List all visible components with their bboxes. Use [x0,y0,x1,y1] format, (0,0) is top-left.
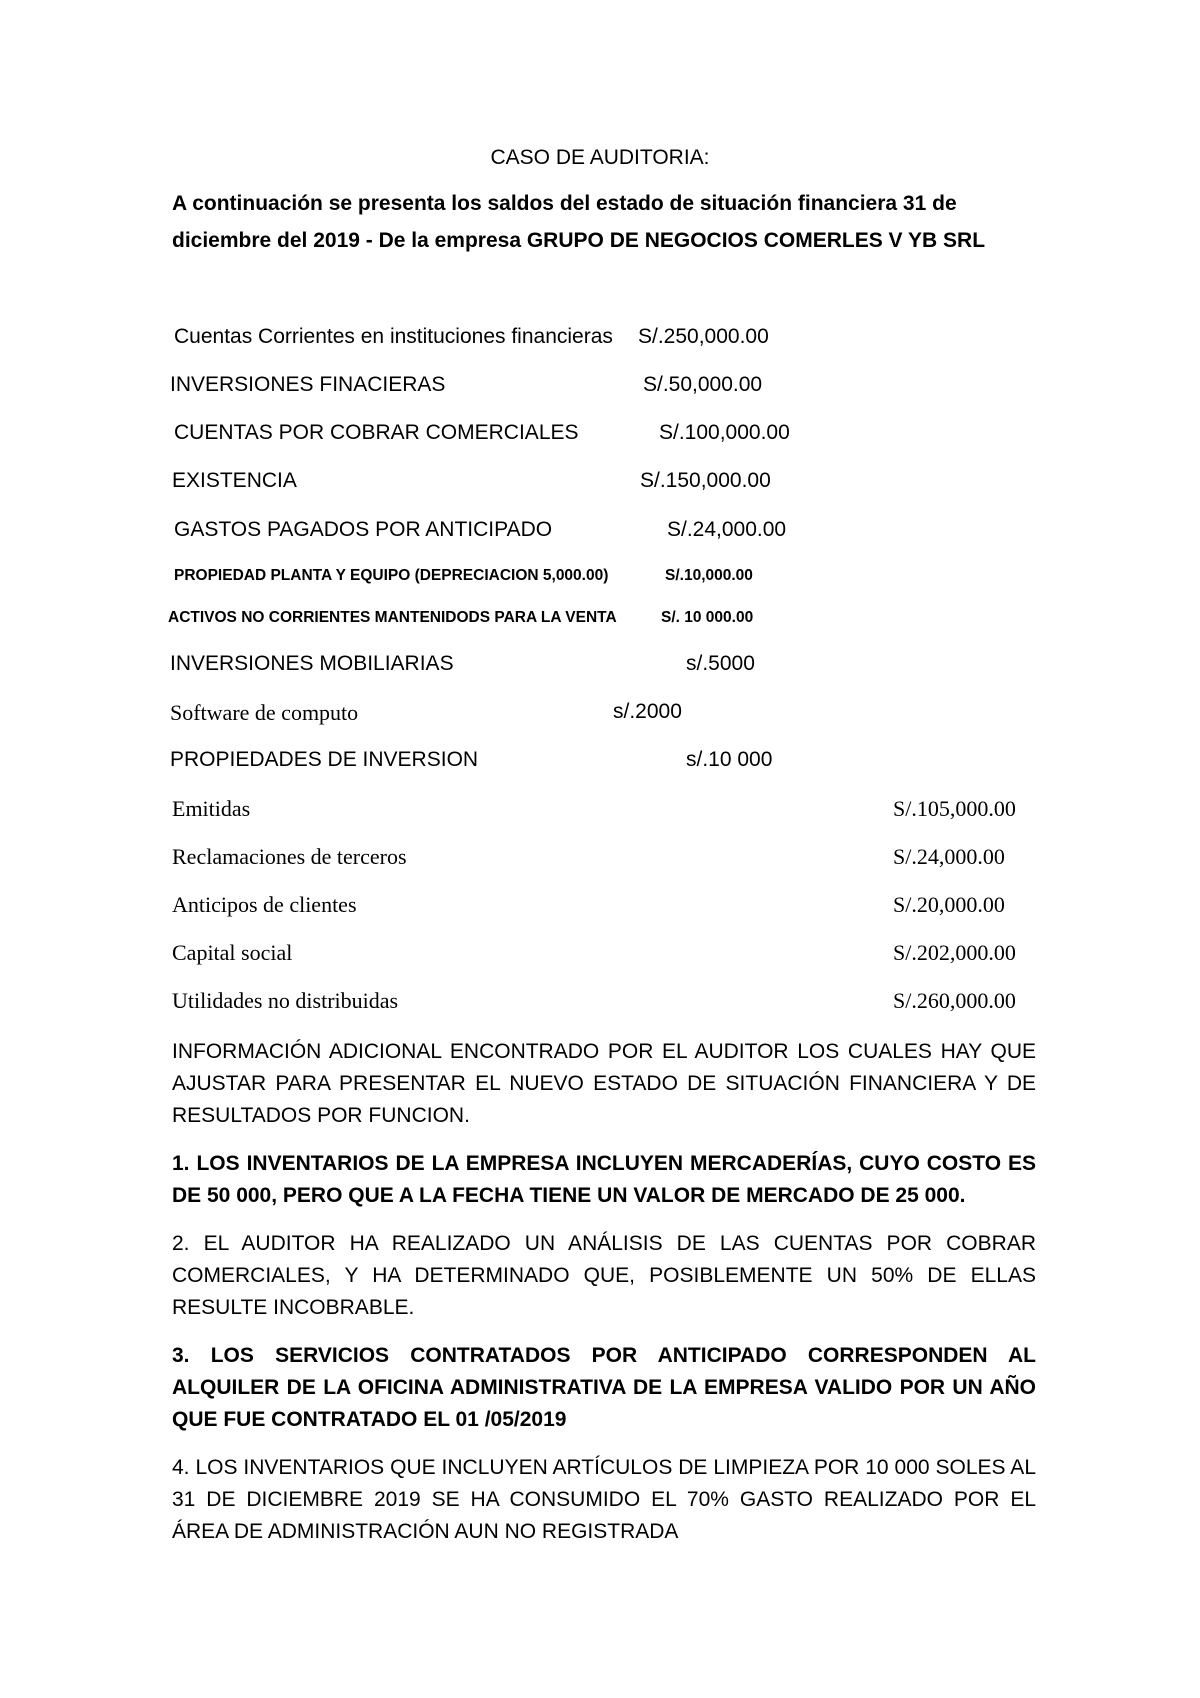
balance-amount: s/.10 000 [686,748,773,771]
balance-label: Emitidas [172,796,251,821]
balance-amount: S/. 10 000.00 [661,609,754,626]
balance-label: GASTOS PAGADOS POR ANTICIPADO [174,518,553,541]
balance-label: PROPIEDADES DE INVERSION [170,748,479,771]
balance-amount: S/.150,000.00 [640,469,771,492]
balance-amount: S/.202,000.00 [893,940,1016,965]
adjustment-item-2: 2. EL AUDITOR HA REALIZADO UN ANÁLISIS DE LAS CUENTAS POR COBRAR COMERCIALES, Y HA DETERMINADO QUE, POSIBLEMENTE UN 50% DE ELLAS RESULTE INCOBRABLE. [172,1232,1036,1319]
balance-amount: S/.24,000.00 [667,518,787,541]
balance-label: Capital social [172,940,293,965]
intro-line-1: A continuación se presenta los saldos del estado de situación financiera 31 de [172,192,957,215]
balance-amount: S/.250,000.00 [638,325,769,348]
balance-amount: S/.20,000.00 [893,892,1005,917]
adjustment-item-4: 4. LOS INVENTARIOS QUE INCLUYEN ARTÍCULOS DE LIMPIEZA POR 10 000 SOLES AL 31 DE DICIEMBRE 2019 SE HA CONSUMIDO EL 70% GASTO REALIZADO POR EL ÁREA DE ADMINISTRACIÓN AUN NO REGISTRADA [172,1456,1036,1543]
balance-label: EXISTENCIA [172,469,297,492]
balance-label: Software de computo [170,700,359,725]
balance-label: Reclamaciones de terceros [172,844,407,869]
balance-label: INVERSIONES MOBILIARIAS [170,652,454,675]
balance-amount: S/.50,000.00 [643,373,763,396]
balance-amount: s/.5000 [686,652,755,675]
additional-info-paragraph: INFORMACIÓN ADICIONAL ENCONTRADO POR EL AUDITOR LOS CUALES HAY QUE AJUSTAR PARA PRESENTAR EL NUEVO ESTADO DE SITUACIÓN FINANCIERA Y DE RESULTADOS POR FUNCION. [172,1040,1036,1127]
balance-amount: S/.260,000.00 [893,988,1016,1013]
adjustment-item-3: 3. LOS SERVICIOS CONTRATADOS POR ANTICIPADO CORRESPONDEN AL ALQUILER DE LA OFICINA ADMINISTRATIVA DE LA EMPRESA VALIDO POR UN AÑO QUE FUE CONTRATADO EL 01 /05/2019 [172,1344,1036,1431]
document-title: CASO DE AUDITORIA: [490,146,710,169]
balance-label: Cuentas Corrientes en instituciones financieras [174,325,613,348]
balance-label: ACTIVOS NO CORRIENTES MANTENIDODS PARA LA VENTA [168,609,617,626]
intro-line-2: diciembre del 2019 - De la empresa GRUPO DE NEGOCIOS COMERLES V YB SRL [172,229,986,252]
balance-label: Utilidades no distribuidas [172,988,399,1013]
balance-label: PROPIEDAD PLANTA Y EQUIPO (DEPRECIACION 5,000.00) [174,567,609,584]
balance-amount: S/.24,000.00 [893,844,1005,869]
balance-label: CUENTAS POR COBRAR COMERCIALES [174,421,579,444]
adjustment-item-1: 1. LOS INVENTARIOS DE LA EMPRESA INCLUYEN MERCADERÍAS, CUYO COSTO ES DE 50 000, PERO QUE A LA FECHA TIENE UN VALOR DE MERCADO DE 25 000. [172,1152,1036,1207]
balance-amount: S/.100,000.00 [659,421,790,444]
balance-amount: s/.2000 [613,700,682,723]
balance-label: Anticipos de clientes [172,892,357,917]
balance-label: INVERSIONES FINACIERAS [170,373,446,396]
balance-amount: S/.105,000.00 [893,796,1016,821]
balance-amount: S/.10,000.00 [665,567,753,584]
